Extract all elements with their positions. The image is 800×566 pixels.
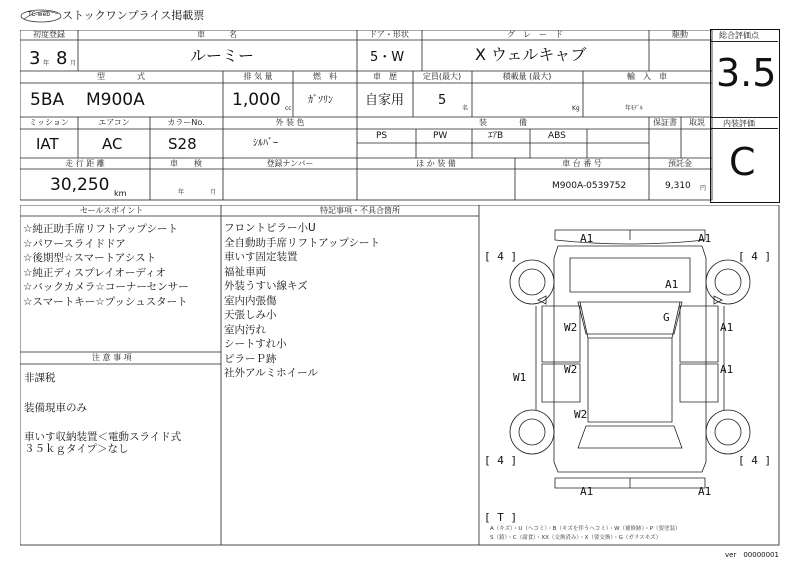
special-notes-list bbox=[224, 221, 478, 381]
grade-box bbox=[710, 29, 780, 203]
special-note-item: 社外アルミホイール bbox=[224, 367, 318, 379]
displacement-unit: cc bbox=[285, 105, 292, 112]
equipment-airbag: ｴｱB bbox=[488, 131, 504, 141]
sales-points-title: セールスポイント bbox=[80, 206, 144, 215]
tire-mark-front-left: [ 4 ] bbox=[484, 250, 518, 263]
note-line: 非課税 bbox=[24, 372, 56, 384]
drive-label: 駆動 bbox=[672, 30, 688, 39]
damage-hood: A1 bbox=[665, 278, 679, 291]
inspection-year-unit: 年 bbox=[178, 189, 185, 196]
history-value: 自家用 bbox=[365, 93, 405, 108]
other-equipment-label: ほ か 装 備 bbox=[416, 159, 456, 168]
sales-points-list bbox=[23, 222, 219, 309]
displacement-value: 1,000 bbox=[232, 90, 281, 110]
sales-point-item: ☆バックカメラ☆コーナーセンサー bbox=[23, 281, 189, 293]
special-note-item: ピラーＰ跡 bbox=[224, 352, 277, 365]
notes-list bbox=[24, 371, 220, 455]
model-code: M900A bbox=[86, 90, 145, 110]
equipment-abs: ABS bbox=[548, 131, 566, 141]
deposit-label: 預託金 bbox=[668, 159, 692, 168]
sales-point-item: ☆純正ディスプレイオーディオ bbox=[23, 266, 166, 279]
version-label: ver 00000001 bbox=[725, 551, 779, 559]
ac-label: エアコン bbox=[98, 118, 130, 127]
damage-quarter-left: W2 bbox=[574, 408, 588, 421]
special-note-item: シートすれ小 bbox=[224, 338, 287, 350]
interior-grade-header bbox=[711, 117, 778, 129]
damage-rear-bumper-left: A1 bbox=[580, 485, 594, 498]
color-no-label: カラーNo. bbox=[167, 118, 205, 127]
special-notes-title: 特記事項・不具合箇所 bbox=[320, 206, 400, 215]
damage-rear-bumper-right: A1 bbox=[698, 485, 712, 498]
note-line: 車いす収納装置＜電動スライド式 bbox=[24, 431, 182, 443]
grade-label: グ レ ー ド bbox=[507, 30, 563, 39]
spec-table-grid bbox=[20, 30, 713, 201]
notes-title: 注 意 事 項 bbox=[92, 353, 132, 362]
damage-legend-line1: A（キズ）・U（ヘコミ）・B（キズを伴うヘコミ）・W（補修跡）・P（要塗装） bbox=[490, 526, 681, 532]
equipment-pw: PW bbox=[433, 131, 448, 141]
special-note-item: 全自動助手席リフトアップシート bbox=[224, 236, 381, 249]
model-prefix: 5BA bbox=[30, 90, 65, 110]
special-note-item: 天張しみ小 bbox=[224, 309, 277, 321]
capacity-label: 定員(最大) bbox=[422, 72, 462, 81]
special-note-item: 室内汚れ bbox=[224, 323, 266, 336]
overall-grade-value: 3.5 bbox=[716, 51, 777, 95]
mileage-label: 走 行 距 離 bbox=[65, 159, 105, 168]
damage-door-fr: A1 bbox=[720, 321, 734, 334]
damage-windshield: G bbox=[663, 311, 670, 324]
reg-year-unit: 年 bbox=[43, 60, 50, 67]
warranty-label: 保証書 bbox=[653, 118, 677, 127]
reg-month: 8 bbox=[56, 48, 68, 69]
interior-grade-label: 内装評価 bbox=[723, 119, 755, 128]
chassis-value: M900A-0539752 bbox=[552, 181, 627, 191]
ac-value: AC bbox=[102, 135, 123, 153]
damage-door-rl: W2 bbox=[564, 363, 578, 376]
damage-door-rr: A1 bbox=[720, 363, 734, 376]
damage-diagram bbox=[480, 206, 779, 545]
header bbox=[0, 0, 800, 30]
special-note-item: 外装うすい線キズ bbox=[224, 280, 308, 292]
logo-text: TC-web bbox=[28, 11, 51, 18]
special-note-item: 車いす固定装置 bbox=[224, 251, 298, 263]
tc-web-logo bbox=[20, 8, 62, 22]
tire-mark-front-right: [ 4 ] bbox=[738, 250, 772, 263]
tire-mark-spare: [ T ] bbox=[484, 511, 518, 524]
exterior-label: 外 装 色 bbox=[275, 118, 305, 127]
door-label: ドア・形状 bbox=[369, 30, 409, 39]
note-line: 装備現車のみ bbox=[24, 402, 87, 414]
special-note-item: 室内内張傷 bbox=[224, 294, 277, 307]
lower-frame bbox=[20, 205, 780, 546]
chassis-label: 車 台 番 号 bbox=[562, 159, 602, 168]
overall-grade-header bbox=[711, 30, 778, 42]
reg-month-unit: 月 bbox=[70, 60, 77, 67]
note-line bbox=[24, 416, 220, 431]
inspection-label: 車 検 bbox=[170, 159, 202, 168]
damage-sill-left: W1 bbox=[513, 371, 527, 384]
deposit-value: 9,310 bbox=[665, 181, 691, 191]
page-title: ストックワンプライス掲載票 bbox=[62, 9, 205, 22]
sales-point-item: ☆スマートキー☆プッシュスタート bbox=[23, 295, 188, 308]
tire-mark-rear-left: [ 4 ] bbox=[484, 454, 518, 467]
fuel-value: ｶﾞｿﾘﾝ bbox=[308, 95, 333, 106]
mission-value: IAT bbox=[36, 135, 59, 153]
manual-label: 取説 bbox=[689, 118, 705, 127]
mileage-value: 30,250 bbox=[50, 175, 110, 195]
load-unit: Kg bbox=[572, 105, 580, 112]
plate-label: 登録ナンバー bbox=[266, 159, 314, 168]
damage-legend-line2: S（錆）・C（腐食）・XX（交換済み）・X（要交換）・G（ガラスキズ） bbox=[490, 535, 662, 541]
tire-mark-rear-right: [ 4 ] bbox=[738, 454, 772, 467]
equipment-ps: PS bbox=[376, 131, 388, 141]
sales-point-item: ☆パワースライドドア bbox=[23, 237, 126, 250]
import-label: 輸 入 車 bbox=[627, 72, 667, 81]
damage-front-bumper-left: A1 bbox=[580, 232, 594, 245]
grade-value: X ウェルキャブ bbox=[475, 45, 587, 64]
displacement-label: 排 気 量 bbox=[243, 72, 273, 81]
deposit-unit: 円 bbox=[700, 185, 707, 192]
mileage-unit: km bbox=[114, 189, 127, 198]
special-note-item: フロントピラー小U bbox=[224, 222, 316, 234]
model-label: 型 式 bbox=[97, 72, 145, 81]
exterior-value: ｼﾙﾊﾞｰ bbox=[253, 138, 278, 149]
first-reg-label: 初度登録 bbox=[33, 30, 65, 39]
sales-point-item: ☆後期型☆スマートアシスト bbox=[23, 252, 157, 264]
note-line: ３５ｋｇタイプ＞なし bbox=[24, 443, 129, 455]
import-note: 年ﾓﾃﾞﾙ bbox=[625, 105, 644, 112]
special-note-item: 福祉車両 bbox=[224, 265, 266, 278]
equipment-label: 装 備 bbox=[479, 118, 527, 127]
damage-front-bumper-right: A1 bbox=[698, 232, 712, 245]
damage-door-fl: W2 bbox=[564, 321, 578, 334]
car-name-label: 車 名 bbox=[197, 30, 237, 39]
capacity-value: 5 bbox=[438, 93, 447, 108]
capacity-unit: 名 bbox=[462, 105, 469, 112]
interior-grade-value: C bbox=[729, 140, 756, 184]
color-no-value: S28 bbox=[168, 135, 197, 153]
door-value: 5・W bbox=[370, 50, 405, 65]
reg-year: 3 bbox=[29, 48, 41, 69]
spec-table bbox=[20, 30, 713, 201]
load-label: 積載量 (最大) bbox=[502, 72, 552, 81]
mission-label: ミッション bbox=[29, 118, 69, 127]
history-label: 車 歴 bbox=[373, 72, 397, 81]
note-line bbox=[24, 386, 220, 401]
sales-point-item: ☆純正助手席リフトアップシート bbox=[23, 223, 178, 235]
car-name: ルーミー bbox=[190, 46, 255, 65]
fuel-label: 燃 料 bbox=[313, 72, 337, 81]
overall-grade-label: 総合評価点 bbox=[719, 31, 759, 40]
inspection-month-unit: 月 bbox=[210, 189, 217, 196]
